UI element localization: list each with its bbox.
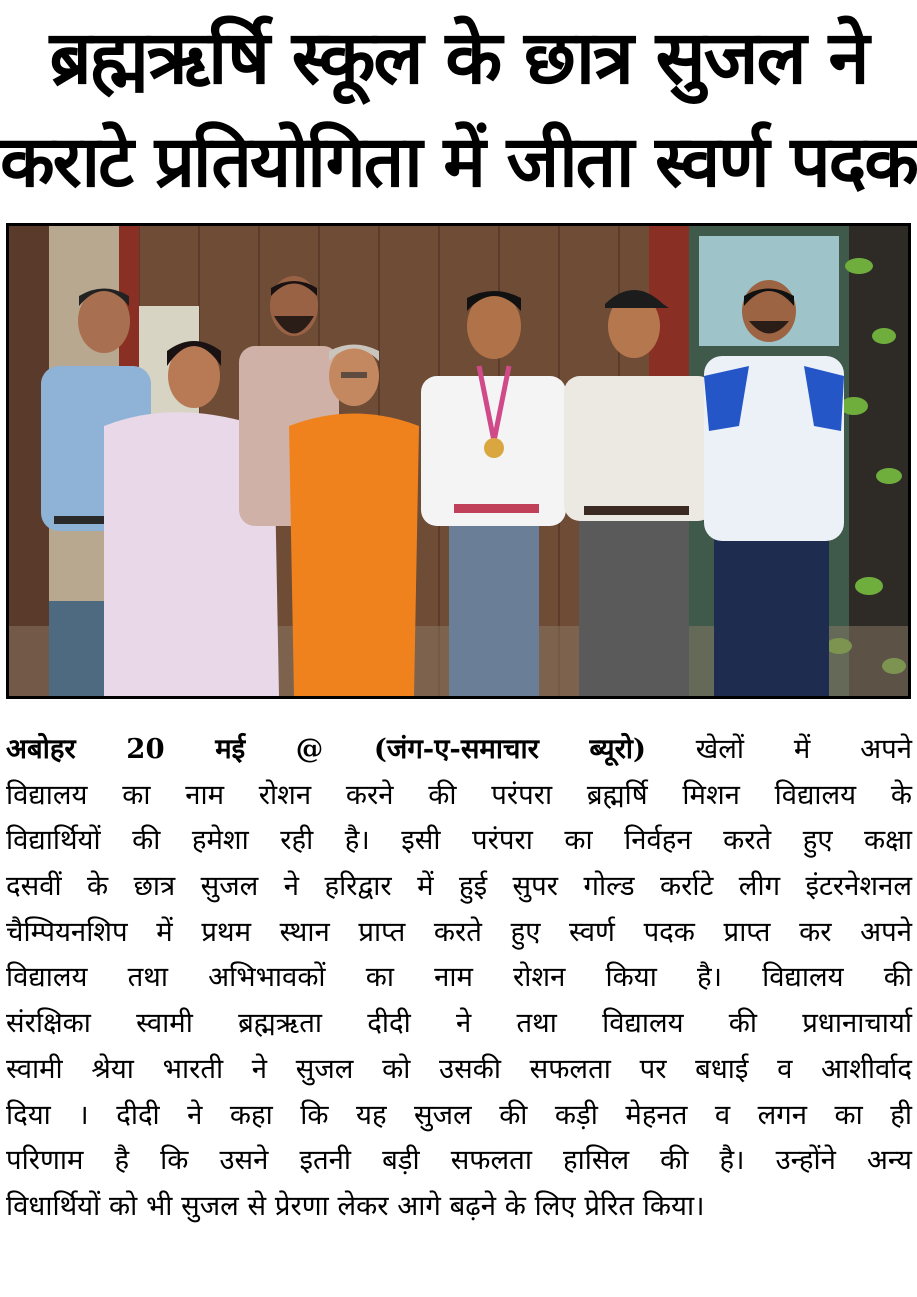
- headline: [0, 6, 917, 214]
- article-line-7: संरक्षिका स्वामी ब्रह्मऋता दीदी ने तथा विद्यालय की प्रधानाचार्या: [6, 1007, 912, 1040]
- article-line-6: विद्यालय तथा अभिभावकों का नाम रोशन किया है। विद्यालय की: [6, 961, 912, 994]
- headline-line-1: ब्रह्मऋर्षि स्कूल के छात्र सुजल ने: [49, 15, 868, 101]
- group-photo-illustration: [9, 226, 908, 696]
- article-line-4: दसवीं के छात्र सुजल ने हरिद्वार में हुई सुपर गोल्ड कर्राटे लीग इंटरनेशनल: [6, 870, 912, 903]
- article-body: [6, 727, 912, 1230]
- article-line-10: परिणाम है कि उसने इतनी बड़ी सफलता हासिल की है। उन्होंने अन्य: [6, 1144, 912, 1177]
- article-line-5: चैम्पियनशिप में प्रथम स्थान प्राप्त करते हुए स्वर्ण पदक प्राप्त कर अपने: [6, 915, 912, 948]
- article-line-11: विधार्थियों को भी सुजल से प्रेरणा लेकर आगे बढ़ने के लिए प्रेरित किया।: [6, 1189, 705, 1222]
- group-photo: [6, 223, 911, 699]
- article-line-1-text: खेलों में अपने: [695, 733, 912, 765]
- article-line-2: विद्यालय का नाम रोशन करने की परंपरा ब्रह्मर्षि मिशन विद्यालय के: [6, 778, 912, 811]
- article-line-9: दिया । दीदी ने कहा कि यह सुजल की कड़ी मेहनत व लगन का ही: [6, 1098, 912, 1131]
- article-line-8: स्वामी श्रेया भारती ने सुजल को उसकी सफलता पर बधाई व आशीर्वाद: [6, 1052, 912, 1085]
- article-line-1: [6, 727, 912, 773]
- article-line-3: विद्यार्थियों की हमेशा रही है। इसी परंपरा का निर्वहन करते हुए कक्षा: [6, 824, 912, 857]
- dateline: अबोहर 20 मई @ (जंग-ए-समाचार ब्यूरो): [6, 733, 646, 765]
- headline-line-2: कराटे प्रतियोगिता में जीता स्वर्ण पदक: [0, 120, 917, 203]
